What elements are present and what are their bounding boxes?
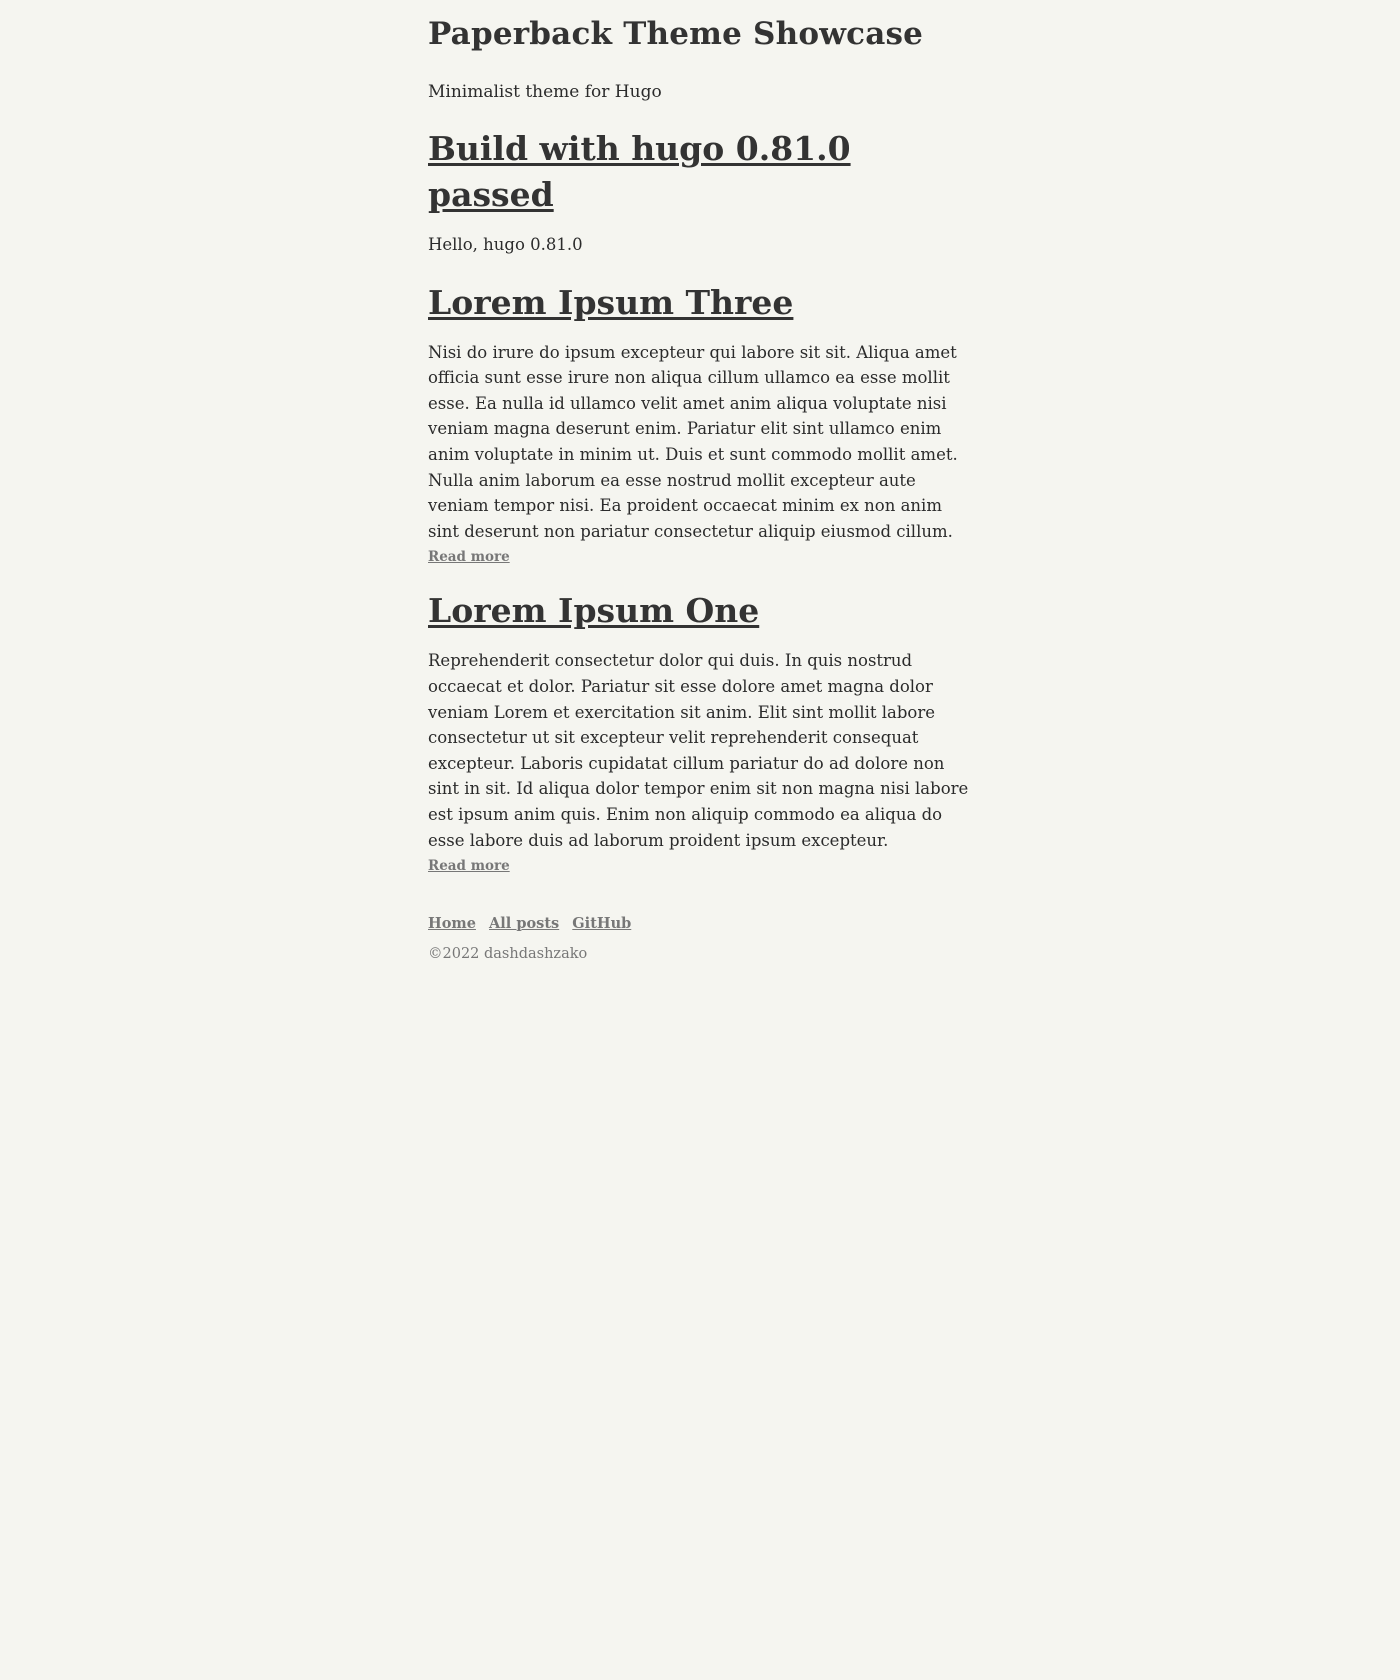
- site-tagline: Minimalist theme for Hugo: [428, 82, 662, 102]
- post-summary: Nisi do irure do ipsum excepteur qui labore sit sit. Aliqua amet officia sunt esse irure non aliqua cillum ullamco ea esse mollit esse. Ea nulla id ullamco velit amet anim aliqua voluptate nisi veniam magna deserunt enim. Pariatur elit sint ullamco enim anim voluptate in minim ut. Duis et sunt commodo mollit amet. Nulla anim laborum ea esse nostrud mollit excepteur aute veniam tempor nisi. Ea proident occaecat minim ex non anim sint deserunt non pariatur consectetur aliquip eiusmod cillum.: [428, 342, 958, 541]
- post-summary: Reprehenderit consectetur dolor qui duis. In quis nostrud occaecat et dolor. Pariatur sit esse dolore amet magna dolor veniam Lorem et exercitation sit anim. Elit sint mollit labore consectetur ut sit excepteur velit reprehenderit consequat excepteur. Laboris cupidatat cillum pariatur do ad dolore non sint in sit. Id aliqua dolor tempor enim sit non magna nisi labore est ipsum anim quis. Enim non aliquip commodo ea aliqua do esse labore duis ad laborum proident ipsum excepteur.: [428, 651, 969, 850]
- post-title: [428, 126, 972, 218]
- post-title-link[interactable]: Build with hugo 0.81.0 passed: [428, 129, 851, 214]
- footer-link-home[interactable]: Home: [428, 915, 476, 933]
- post-summary: Hello, hugo 0.81.0: [428, 235, 583, 254]
- footer-nav: [428, 913, 972, 934]
- post-title: [428, 280, 972, 326]
- post-title: [428, 588, 972, 634]
- post-list: [428, 126, 972, 875]
- post-title-link[interactable]: Lorem Ipsum One: [428, 591, 760, 631]
- post-item: [428, 588, 972, 875]
- post-item: [428, 280, 972, 567]
- post-title-link[interactable]: Lorem Ipsum Three: [428, 282, 794, 322]
- site-header: [428, 14, 972, 104]
- read-more-link[interactable]: Read more: [428, 858, 510, 875]
- site-title: Paperback Theme Showcase: [428, 16, 924, 52]
- footer-link-all-posts[interactable]: All posts: [489, 915, 560, 933]
- site-footer: [428, 913, 972, 964]
- page-container: [428, 0, 972, 964]
- copyright-text: ©2022 dashdashzako: [428, 946, 588, 963]
- post-item: [428, 126, 972, 258]
- footer-link-github[interactable]: GitHub: [572, 915, 632, 933]
- read-more-link[interactable]: Read more: [428, 549, 510, 566]
